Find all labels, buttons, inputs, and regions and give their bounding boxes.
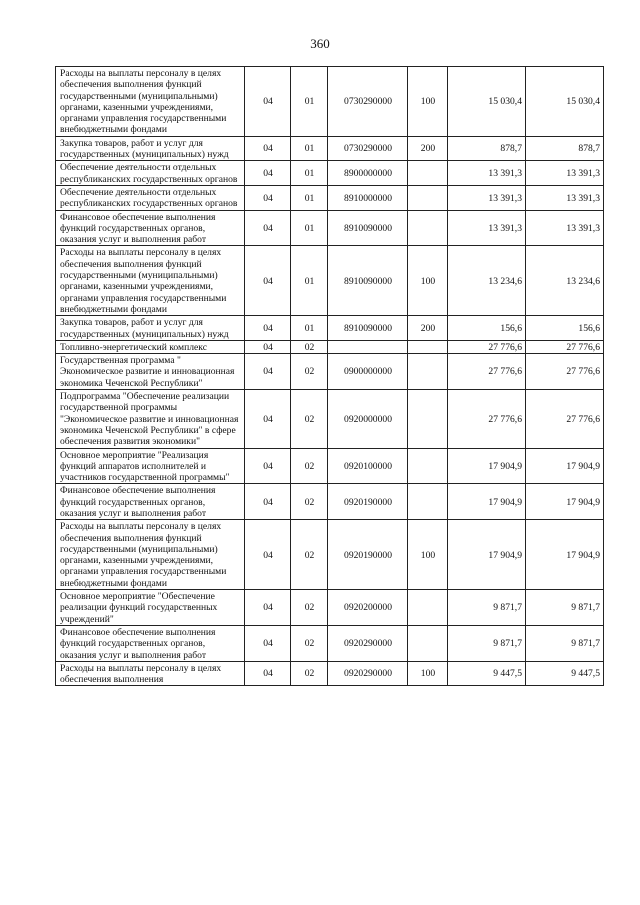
row-name-cell: Государственная программа " Экономическое развитие и инновационная экономика Чеченской Республики"	[56, 354, 245, 390]
amount-first-cell: 27 776,6	[448, 354, 526, 390]
amount-second-cell: 9 871,7	[526, 590, 604, 626]
subsection-code-cell: 01	[291, 185, 328, 210]
row-name-cell: Обеспечение деятельности отдельных республиканских государственных органов	[56, 161, 245, 186]
table-row	[56, 136, 604, 161]
amount-first-cell: 13 234,6	[448, 246, 526, 316]
amount-first-cell: 13 391,3	[448, 161, 526, 186]
target-article-cell: 0730290000	[328, 67, 408, 137]
expense-type-cell	[408, 161, 448, 186]
amount-second-cell: 156,6	[526, 316, 604, 341]
target-article-cell: 8900000000	[328, 161, 408, 186]
expense-type-cell	[408, 340, 448, 353]
section-code-cell: 04	[245, 590, 291, 626]
subsection-code-cell: 02	[291, 448, 328, 484]
expense-type-cell: 200	[408, 316, 448, 341]
amount-first-cell: 17 904,9	[448, 484, 526, 520]
amount-second-cell: 13 391,3	[526, 185, 604, 210]
amount-first-cell: 9 447,5	[448, 661, 526, 686]
page-number: 360	[310, 36, 330, 51]
row-name-cell: Финансовое обеспечение выполнения функций государственных органов, оказания услуг и выполнения работ	[56, 625, 245, 661]
subsection-code-cell: 02	[291, 390, 328, 448]
subsection-code-cell: 02	[291, 625, 328, 661]
expense-type-cell: 100	[408, 520, 448, 590]
expense-type-cell	[408, 185, 448, 210]
expense-type-cell	[408, 590, 448, 626]
expense-type-cell	[408, 354, 448, 390]
amount-first-cell: 9 871,7	[448, 625, 526, 661]
row-name-cell: Закупка товаров, работ и услуг для государственных (муниципальных) нужд	[56, 136, 245, 161]
row-name-cell: Закупка товаров, работ и услуг для государственных (муниципальных) нужд	[56, 316, 245, 341]
table-row	[56, 340, 604, 353]
target-article-cell: 0730290000	[328, 136, 408, 161]
row-name-cell: Расходы на выплаты персоналу в целях обеспечения выполнения	[56, 661, 245, 686]
budget-table	[55, 66, 604, 686]
table-row	[56, 316, 604, 341]
table-row	[56, 448, 604, 484]
row-name-cell: Расходы на выплаты персоналу в целях обеспечения выполнения функций государственными (муниципальными) органами, казенными учреждениями, органами управления государственными внебюджетными фондами	[56, 246, 245, 316]
section-code-cell: 04	[245, 67, 291, 137]
table-row	[56, 661, 604, 686]
amount-second-cell: 9 871,7	[526, 625, 604, 661]
amount-second-cell: 13 391,3	[526, 161, 604, 186]
expense-type-cell	[408, 390, 448, 448]
target-article-cell: 0920290000	[328, 661, 408, 686]
amount-second-cell: 13 391,3	[526, 210, 604, 246]
amount-first-cell: 878,7	[448, 136, 526, 161]
amount-second-cell: 13 234,6	[526, 246, 604, 316]
table-row	[56, 590, 604, 626]
expense-type-cell: 100	[408, 67, 448, 137]
row-name-cell: Топливно-энергетический комплекс	[56, 340, 245, 353]
amount-second-cell: 17 904,9	[526, 484, 604, 520]
amount-second-cell: 17 904,9	[526, 520, 604, 590]
amount-first-cell: 17 904,9	[448, 448, 526, 484]
subsection-code-cell: 02	[291, 484, 328, 520]
subsection-code-cell: 01	[291, 210, 328, 246]
section-code-cell: 04	[245, 484, 291, 520]
table-row	[56, 520, 604, 590]
section-code-cell: 04	[245, 520, 291, 590]
subsection-code-cell: 01	[291, 136, 328, 161]
target-article-cell: 8910090000	[328, 316, 408, 341]
target-article-cell: 0920200000	[328, 590, 408, 626]
amount-second-cell: 878,7	[526, 136, 604, 161]
section-code-cell: 04	[245, 185, 291, 210]
row-name-cell: Обеспечение деятельности отдельных республиканских государственных органов	[56, 185, 245, 210]
target-article-cell	[328, 340, 408, 353]
expense-type-cell: 100	[408, 246, 448, 316]
table-row	[56, 484, 604, 520]
subsection-code-cell: 01	[291, 67, 328, 137]
table-row	[56, 67, 604, 137]
table-row	[56, 354, 604, 390]
section-code-cell: 04	[245, 136, 291, 161]
row-name-cell: Основное мероприятие "Обеспечение реализации функций государственных учреждений"	[56, 590, 245, 626]
table-row	[56, 185, 604, 210]
section-code-cell: 04	[245, 354, 291, 390]
amount-second-cell: 9 447,5	[526, 661, 604, 686]
table-row	[56, 246, 604, 316]
expense-type-cell	[408, 448, 448, 484]
subsection-code-cell: 01	[291, 316, 328, 341]
row-name-cell: Финансовое обеспечение выполнения функций государственных органов, оказания услуг и выполнения работ	[56, 210, 245, 246]
expense-type-cell	[408, 625, 448, 661]
subsection-code-cell: 02	[291, 661, 328, 686]
target-article-cell: 0920290000	[328, 625, 408, 661]
amount-first-cell: 15 030,4	[448, 67, 526, 137]
row-name-cell: Финансовое обеспечение выполнения функций государственных органов, оказания услуг и выполнения работ	[56, 484, 245, 520]
subsection-code-cell: 02	[291, 354, 328, 390]
row-name-cell: Основное мероприятие "Реализация функций аппаратов исполнителей и участников государственной программы"	[56, 448, 245, 484]
amount-second-cell: 17 904,9	[526, 448, 604, 484]
amount-first-cell: 27 776,6	[448, 390, 526, 448]
section-code-cell: 04	[245, 210, 291, 246]
amount-first-cell: 156,6	[448, 316, 526, 341]
target-article-cell: 0920190000	[328, 520, 408, 590]
target-article-cell: 0920000000	[328, 390, 408, 448]
section-code-cell: 04	[245, 390, 291, 448]
target-article-cell: 8910090000	[328, 246, 408, 316]
target-article-cell: 0920190000	[328, 484, 408, 520]
target-article-cell: 0920100000	[328, 448, 408, 484]
section-code-cell: 04	[245, 448, 291, 484]
amount-second-cell: 15 030,4	[526, 67, 604, 137]
amount-first-cell: 13 391,3	[448, 210, 526, 246]
expense-type-cell	[408, 484, 448, 520]
subsection-code-cell: 01	[291, 246, 328, 316]
expense-type-cell	[408, 210, 448, 246]
amount-first-cell: 17 904,9	[448, 520, 526, 590]
section-code-cell: 04	[245, 246, 291, 316]
row-name-cell: Расходы на выплаты персоналу в целях обеспечения выполнения функций государственными (муниципальными) органами, казенными учреждениями, органами управления государственными внебюджетными фондами	[56, 67, 245, 137]
subsection-code-cell: 02	[291, 520, 328, 590]
row-name-cell: Расходы на выплаты персоналу в целях обеспечения выполнения функций государственными (муниципальными) органами, казенными учреждениями, органами управления государственными внебюджетными фондами	[56, 520, 245, 590]
expense-type-cell: 200	[408, 136, 448, 161]
subsection-code-cell: 02	[291, 590, 328, 626]
section-code-cell: 04	[245, 340, 291, 353]
amount-second-cell: 27 776,6	[526, 390, 604, 448]
table-row	[56, 210, 604, 246]
expense-type-cell: 100	[408, 661, 448, 686]
target-article-cell: 8910000000	[328, 185, 408, 210]
row-name-cell: Подпрограмма "Обеспечение реализации государственной программы "Экономическое развитие и инновационная экономика Чеченской Республики" в сфере обеспечения развития экономики"	[56, 390, 245, 448]
amount-first-cell: 13 391,3	[448, 185, 526, 210]
amount-first-cell: 9 871,7	[448, 590, 526, 626]
amount-second-cell: 27 776,6	[526, 354, 604, 390]
section-code-cell: 04	[245, 161, 291, 186]
section-code-cell: 04	[245, 625, 291, 661]
target-article-cell: 0900000000	[328, 354, 408, 390]
section-code-cell: 04	[245, 316, 291, 341]
target-article-cell: 8910090000	[328, 210, 408, 246]
table-row	[56, 161, 604, 186]
table-row	[56, 390, 604, 448]
subsection-code-cell: 02	[291, 340, 328, 353]
subsection-code-cell: 01	[291, 161, 328, 186]
amount-first-cell: 27 776,6	[448, 340, 526, 353]
amount-second-cell: 27 776,6	[526, 340, 604, 353]
budget-table-body	[56, 67, 604, 686]
table-row	[56, 625, 604, 661]
section-code-cell: 04	[245, 661, 291, 686]
